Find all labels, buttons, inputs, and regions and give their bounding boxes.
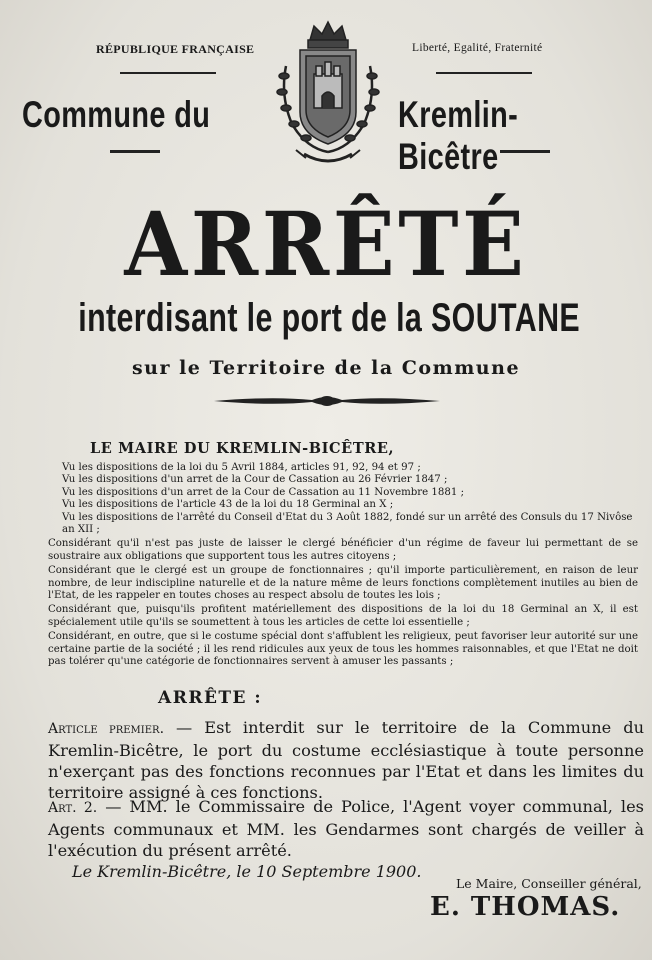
vu-line: Vu les dispositions de l'article 43 de la loi du 18 Germinal an X ;	[62, 499, 394, 511]
divider	[436, 72, 532, 74]
article-1	[48, 717, 644, 803]
signature-name: E. THOMAS.	[430, 892, 621, 922]
article-1-label: Article premier.	[48, 721, 165, 737]
header-republique: RÉPUBLIQUE FRANÇAISE	[96, 42, 255, 56]
article-2-text: — MM. le Commissaire de Police, l'Agent voyer communal, les Agents communaux et MM. les Gendarmes sont chargés de veiller à l'exécution du présent arrêté.	[48, 797, 644, 860]
commune-name: Kremlin-Bicêtre	[398, 94, 519, 177]
vu-line: Vu les dispositions d'un arret de la Cour de Cassation au 11 Novembre 1881 ;	[62, 486, 465, 498]
vu-line: Vu les dispositions de l'arrêté du Conseil d'Etat du 3 Août 1882, fondé sur un arrêté des Consuls du 17 Nivôse an XII ;	[62, 511, 633, 536]
subtitle: interdisant le port de la SOUTANE	[78, 296, 581, 340]
divider	[110, 150, 160, 153]
commune-label: Commune du	[22, 94, 211, 135]
dateline: Le Kremlin-Bicêtre, le 10 Septembre 1900.	[72, 862, 422, 881]
considerant: Considérant, en outre, que si le costume spécial dont s'affublent les religieux, peut favoriser leur autorité sur une certaine partie de la société ; il les rend ridicules aux yeux de tous les hommes raisonnables, et que l'Etat ne doit pas tolérer qu'une catégorie de fonctionnaires servent à amuser les passants ;	[48, 631, 638, 668]
maire-heading: LE MAIRE DU KREMLIN-BICÊTRE,	[90, 440, 395, 457]
subtitle-territory: sur le Territoire de la Commune	[131, 357, 521, 379]
vu-line: Vu les dispositions d'un arret de la Cour de Cassation au 26 Février 1847 ;	[62, 474, 448, 486]
article-2	[48, 796, 644, 861]
considerant: Considérant qu'il n'est pas juste de laisser le clergé bénéficier d'un régime de faveur lui permettant de se soustraire aux obligations que supportent tous les autres citoyens ;	[48, 538, 638, 562]
preamble	[48, 462, 638, 669]
divider	[120, 72, 216, 74]
vu-line: Vu les dispositions de la loi du 5 Avril 1884, articles 91, 92, 94 et 97 ;	[62, 462, 421, 473]
considerant: Considérant que, puisqu'ils profitent matériellement des dispositions de la loi du 18 Germinal an X, il est spécialement utile qu'ils se soumettent à tous les articles de cette loi essentielle ;	[48, 604, 638, 628]
coat-of-arms-icon	[266, 16, 390, 176]
ornament-divider-icon	[212, 392, 442, 410]
header-motto: Liberté, Egalité, Fraternité	[412, 42, 543, 54]
considerant: Considérant que le clergé est un groupe de fonctionnaires ; qu'il importe particulièrement, en raison de leur nombre, de leur indiscipline naturelle et de la nature même de leurs fonctions complètement inutiles au bien de l'Etat, de les rappeler en toutes choses au respect absolu de toutes les lois ;	[48, 565, 638, 602]
page-title: ARRÊTÉ	[124, 192, 528, 296]
signature-title: Le Maire, Conseiller général,	[456, 876, 642, 891]
article-2-label: Art. 2.	[48, 800, 98, 816]
article-1-text: — Est interdit sur le territoire de la Commune du Kremlin-Bicêtre, le port du costume ecclésiastique à toute personne n'exerçant pas des fonctions reconnues par l'Etat et dans les limites du territoire assigné à ces fonctions.	[48, 718, 644, 802]
arrete-heading: ARRÊTE :	[158, 688, 263, 708]
divider	[500, 150, 550, 153]
